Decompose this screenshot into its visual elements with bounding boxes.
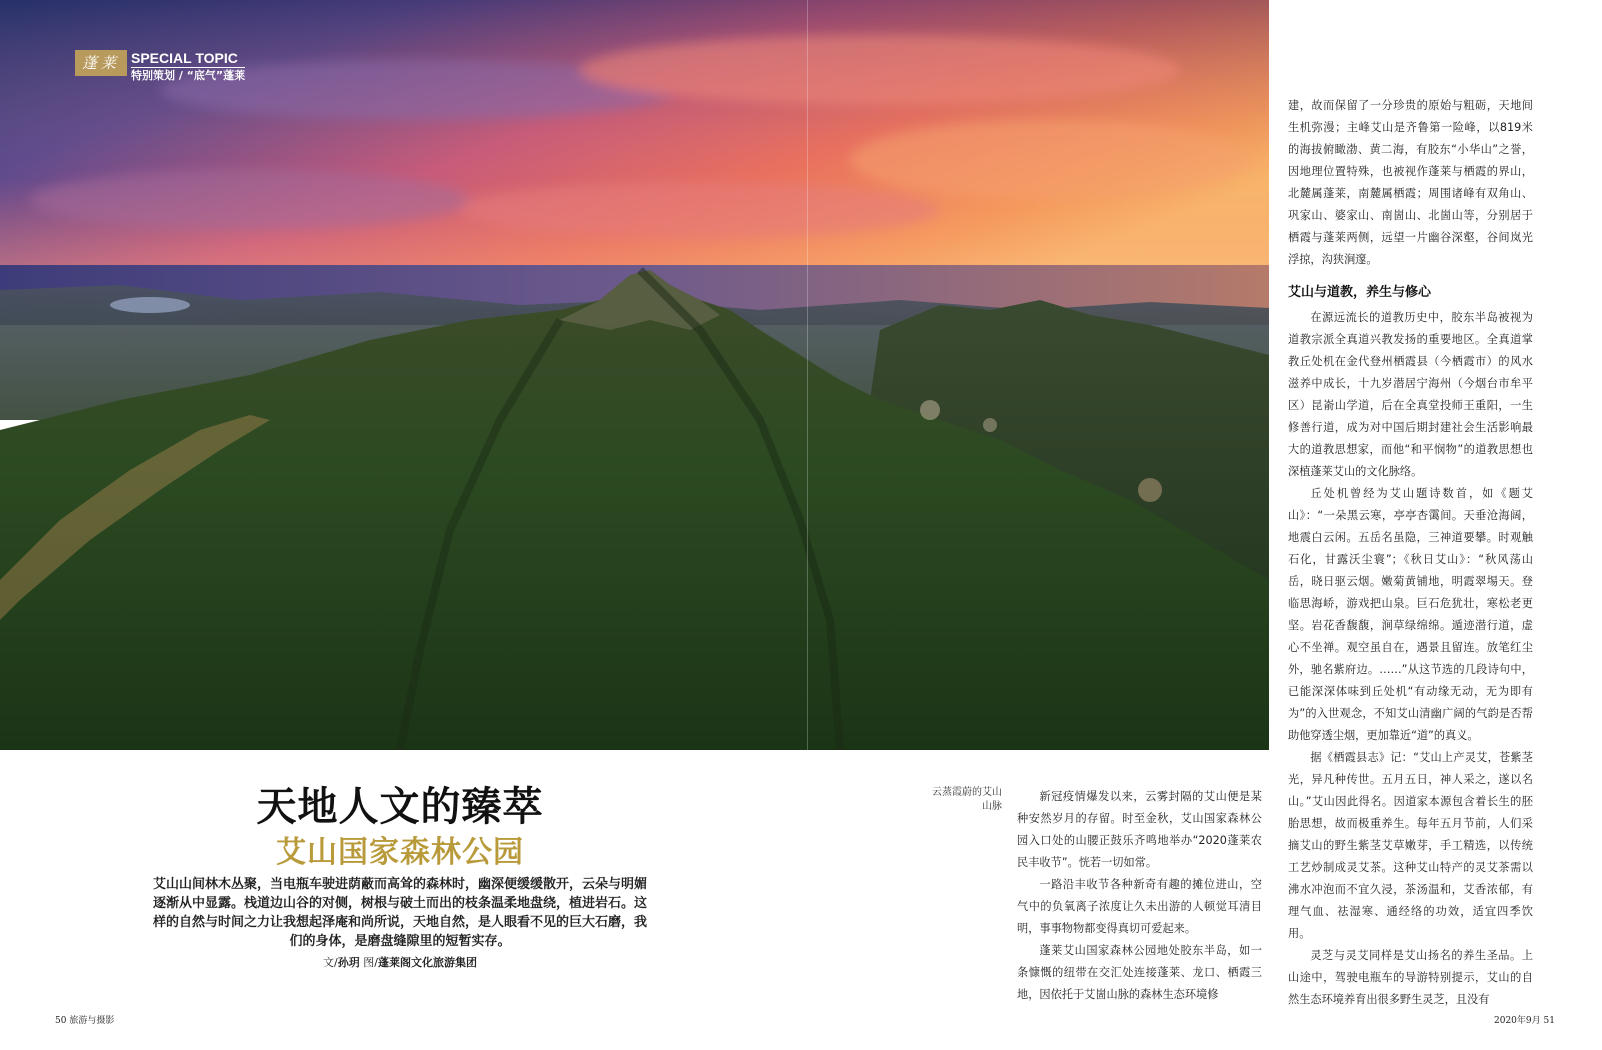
body-paragraph: 据《栖霞县志》记：“艾山上产灵艾，苍紫茎光，异凡种传世。五月五日，神人采之，遂以名山。”艾山因此得名。因道家本源包含着长生的胚胎思想，故而极重养生。每年五月节前，人们采摘艾山的野生紫茎艾草嫩芽，手工精选，以传统工艺炒制成灵艾茶。这种艾山特产的灵艾茶需以沸水冲泡而不宜久浸，茶汤温和，艾香浓郁，有理气血、祛湿寒、通经络的功效，适宜四季饮用。 — [1288, 751, 1533, 940]
body-column-middle — [1017, 786, 1262, 1006]
section-label-en: SPECIAL TOPIC — [131, 50, 245, 68]
byline-text-label: 文/ — [323, 956, 338, 969]
folio-right: 2020年9月 51 — [1494, 1016, 1555, 1026]
article-lead: 艾山山间林木丛聚，当电瓶车驶进荫蔽而高耸的森林时，幽深便缓缓散开，云朵与明媚逐渐从中显露。栈道边山谷的对侧，树根与破土而出的枝条温柔地盘绕，植进岩石。这样的自然与时间之力让我想起泽庵和尚所说，天地自然，是人眼看不见的巨大石磨，我们的身体，是磨盘缝隙里的短暂实存。 — [152, 877, 647, 949]
body-paragraph: 一路沿丰收节各种新奇有趣的摊位进山，空气中的负氧离子浓度让久未出游的人顿觉耳清目明，事事物物都变得真切可爱起来。 — [1017, 878, 1262, 935]
photo-caption: 云蒸霞蔚的艾山山脉 — [932, 787, 1002, 812]
body-paragraph: 建，故而保留了一分珍贵的原始与粗砺，天地间生机弥漫；主峰艾山是齐鲁第一险峰，以819米的海拔俯瞰渤、黄二海，有胶东“小华山”之誉，因地理位置特殊，也被视作蓬莱与栖霞的界山，北麓属蓬莱，南麓属栖霞；周围诸峰有双角山、巩家山、婆家山、南崮山、北崮山等，分别居于栖霞与蓬莱两侧，远望一片幽谷深壑，谷间岚光浮掠，沟狭涧邃。 — [1288, 99, 1533, 266]
article-subtitle: 艾山国家森林公园 — [276, 835, 524, 870]
byline-photo-label: 图/ — [363, 956, 378, 969]
byline — [150, 956, 650, 970]
section-label — [131, 50, 245, 84]
body-column-right — [1288, 95, 1533, 1011]
body-paragraph: 新冠疫情爆发以来，云雾封隔的艾山便是某种安然岁月的存留。时至金秋，艾山国家森林公园入口处的山腰正鼓乐齐鸣地举办“2020蓬莱农民丰收节”。恍若一切如常。 — [1017, 790, 1262, 869]
byline-author: 孙玥 — [337, 956, 360, 969]
penglai-logo-mark: 蓬莱 — [75, 50, 127, 76]
byline-photographer: 蓬莱阁文化旅游集团 — [377, 956, 477, 969]
folio-left: 50 旅游与摄影 — [55, 1016, 115, 1026]
section-label-cn: 特别策划 / “底气”蓬莱 — [131, 69, 246, 82]
body-paragraph: 在源远流长的道教历史中，胶东半岛被视为道教宗派全真道兴教发扬的重要地区。全真道掌教丘处机在金代登州栖霞县（今栖霞市）的风水滋养中成长，十九岁潜居宁海州（今烟台市牟平区）昆嵛山学道，后在全真堂投师王重阳，一生修善行道，成为对中国后期封建社会生活影响最大的道教思想家，而他“和平悯物”的道教思想也深植蓬莱艾山的文化脉络。 — [1288, 311, 1533, 478]
body-paragraph: 蓬莱艾山国家森林公园地处胶东半岛，如一条慷慨的纽带在交汇处连接蓬莱、龙口、栖霞三地，因依托于艾崮山脉的森林生态环境修 — [1017, 944, 1262, 1001]
article-title: 天地人文的臻萃 — [256, 783, 544, 830]
section-badge — [75, 50, 245, 84]
body-paragraph: 丘处机曾经为艾山题诗数首，如《题艾山》：“一朵黑云寒，亭亭杏霭间。天垂沧海阔，地震白云闲。五岳名虽隐，三神道要攀。时观触石化，甘露沃尘寰”；《秋日艾山》：“秋风荡山岳，晓日驱云烟。嫩菊黄铺地，明霞翠埸天。登临思海峤，游戏把山泉。巨石危犹壮，寒松老更坚。岩花香馥馥，涧草绿绵绵。遁迹潜行道，虚心不坐禅。观空虽自在，遇景且留连。放笔红尘外，驰名紫府边。……”从这节选的几段诗句中，已能深深体味到丘处机“有动缘无动，无为即有为”的入世观念，不知艾山清幽广阔的气韵是否帮助他穿透尘烟，更加靠近“道”的真义。 — [1288, 487, 1533, 742]
body-paragraph: 灵芝与灵艾同样是艾山扬名的养生圣品。上山途中，驾驶电瓶车的导游特别提示，艾山的自然生态环境养育出很多野生灵芝，且没有 — [1288, 949, 1533, 1006]
page-fold — [807, 0, 808, 750]
section-heading: 艾山与道教，养生与修心 — [1288, 285, 1432, 300]
